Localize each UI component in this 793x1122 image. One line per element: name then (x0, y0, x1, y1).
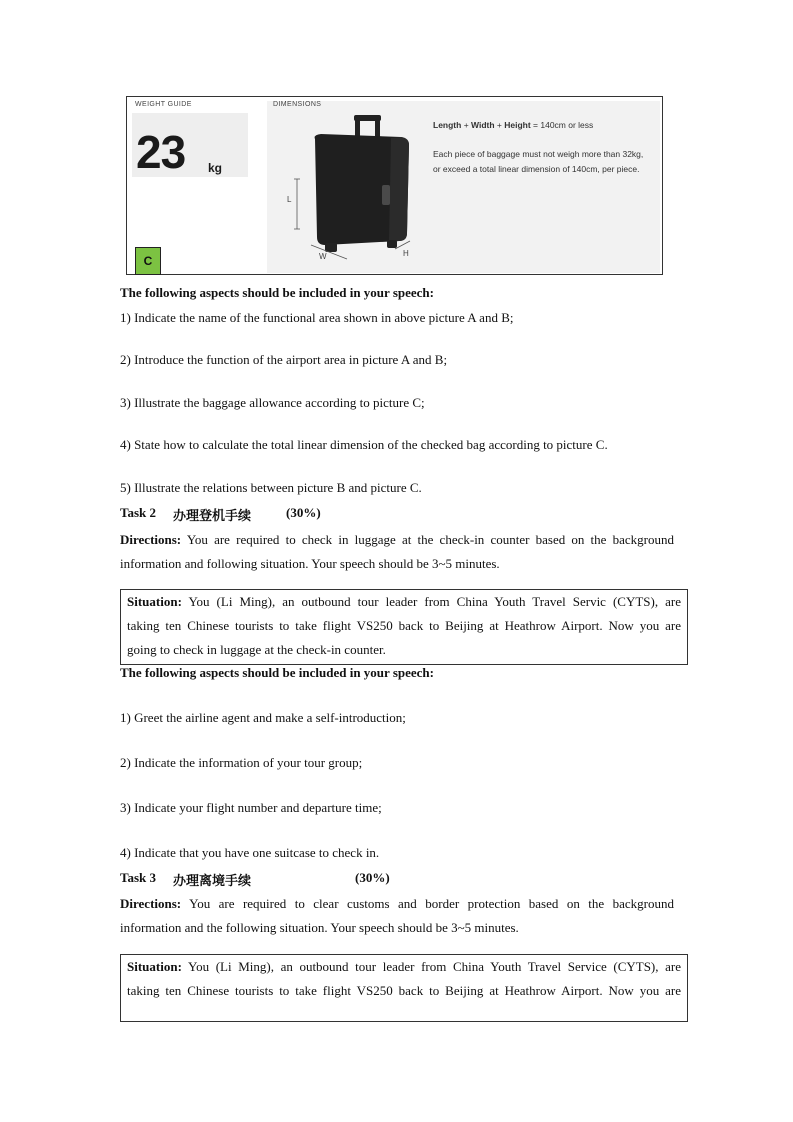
length-axis-label: L (287, 195, 292, 204)
task2-weight: (30%) (286, 505, 321, 520)
picture-c-badge: C (135, 247, 161, 275)
task3-title-cn: 办理离境手续 (173, 873, 252, 888)
task1-aspects-heading: The following aspects should be included in your speech: (120, 285, 434, 300)
weight-value: 23 (136, 126, 186, 178)
task3-directions-line1: Directions: You are required to clear customs and border protection based on the background (120, 896, 674, 911)
task2-aspect-item: 1) Greet the airline agent and make a self-introduction; (120, 710, 406, 725)
task1-aspect-item: 4) State how to calculate the total linear dimension of the checked bag according to picture C. (120, 437, 608, 452)
task2-title-cn: 办理登机手续 (173, 508, 252, 523)
task2-situation-line2: taking ten Chinese tourists to take flight VS250 back to Beijing at Heathrow Airport. Now you are (127, 618, 681, 633)
task2-aspects-heading: The following aspects should be included in your speech: (120, 665, 434, 680)
dimensions-label: DIMENSIONS (273, 101, 322, 108)
task2-aspect-item: 2) Indicate the information of your tour group; (120, 755, 363, 770)
height-axis-label: H (403, 249, 410, 258)
baggage-limit-text: Each piece of baggage must not weigh more than 32kg, or exceed a total linear dimension of 140cm, per piece. (433, 149, 644, 174)
task3-directions-line2: information and the following situation. Your speech should be 3~5 minutes. (120, 920, 519, 935)
task2-directions-line1: Directions: You are required to check in luggage at the check-in counter based on the background (120, 532, 674, 547)
task2-situation-line1: Situation: You (Li Ming), an outbound tour leader from China Youth Travel Servic (CYTS), are (127, 594, 681, 609)
task2-directions-line2: information and following situation. Your speech should be 3~5 minutes. (120, 556, 500, 571)
task3-situation-line1: Situation: You (Li Ming), an outbound tour leader from China Youth Travel Service (CYTS), are (127, 959, 681, 974)
weight-guide-label: WEIGHT GUIDE (135, 101, 192, 108)
task3-weight: (30%) (355, 870, 390, 885)
task3-situation-box (120, 954, 688, 1022)
baggage-allowance-picture-c (126, 96, 663, 275)
task1-aspect-item: 2) Introduce the function of the airport area in picture A and B; (120, 352, 448, 367)
task1-aspect-item: 1) Indicate the name of the functional area shown in above picture A and B; (120, 310, 514, 325)
task3-label: Task 3 (120, 870, 157, 885)
weight-unit: kg (208, 161, 223, 175)
task1-aspect-item: 5) Illustrate the relations between picture B and picture C. (120, 480, 422, 495)
task2-situation-box (120, 589, 688, 665)
task2-aspect-item: 3) Indicate your flight number and departure time; (120, 800, 382, 815)
task1-aspect-item: 3) Illustrate the baggage allowance according to picture C; (120, 395, 425, 410)
weight-guide-panel (132, 101, 248, 273)
dimension-formula: Length + Width + Height = 140cm or less (433, 120, 594, 130)
task3-situation-line2: taking ten Chinese tourists to take flight VS250 back to Beijing at Heathrow Airport. Now you are (127, 983, 681, 998)
width-axis-label: W (319, 252, 327, 261)
task2-situation-line3: going to check in luggage at the check-in counter. (127, 642, 386, 657)
dimensions-panel (267, 101, 660, 273)
task2-aspect-item: 4) Indicate that you have one suitcase to check in. (120, 845, 380, 860)
task2-label: Task 2 (120, 505, 157, 520)
